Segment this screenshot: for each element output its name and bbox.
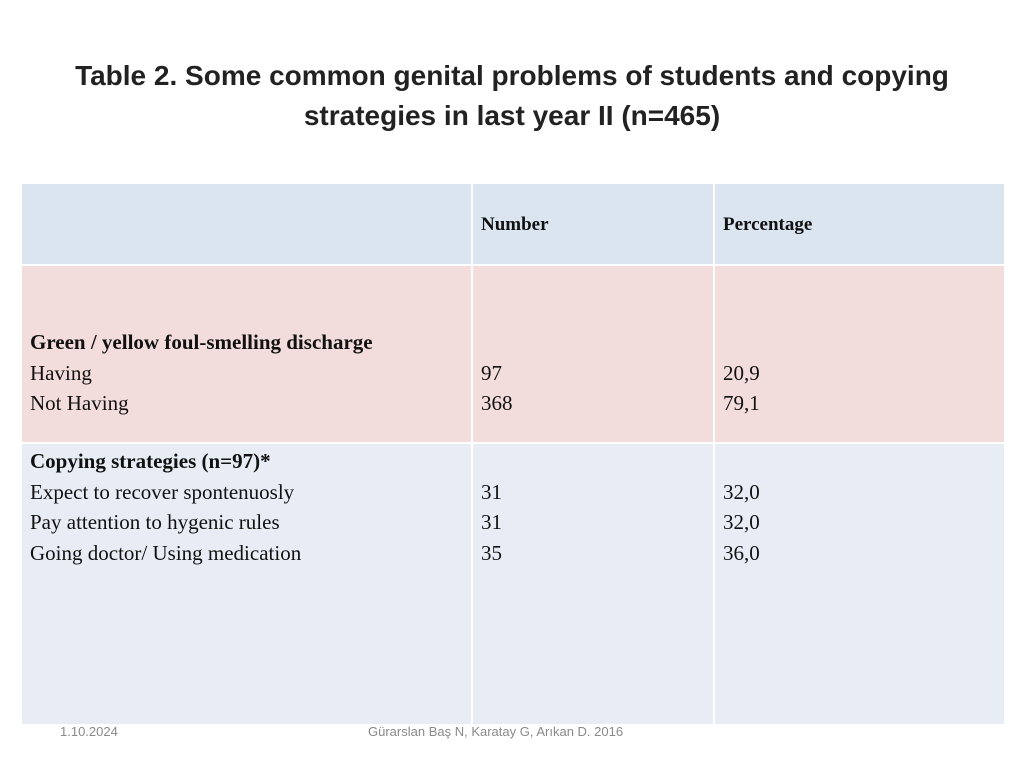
number-doctor: 35 [481,540,502,565]
results-table [20,182,1006,726]
table-header-row [21,183,1005,265]
table-row-coping [21,443,1005,725]
discharge-percentage-cell [714,265,1005,443]
number-not-having: 368 [481,391,513,415]
coping-label-cell [21,443,472,725]
row-label-having: Having [30,360,92,385]
footer-date: 1.10.2024 [60,724,118,739]
row-label-not-having: Not Having [30,391,129,415]
coping-percentage-cell [714,443,1005,725]
header-cell-number: Number [472,183,714,265]
section-heading-coping: Copying strategies (n=97)* [30,449,271,473]
row-label-hygenic: Pay attention to hygenic rules [30,510,280,534]
number-having: 97 [481,360,502,385]
number-recover: 31 [481,479,502,504]
slide-title [40,56,984,136]
footer-citation: Gürarslan Baş N, Karatay G, Arıkan D. 2016 [368,724,624,739]
percentage-hygenic: 32,0 [723,510,760,534]
header-cell-empty [21,183,472,265]
percentage-having: 20,9 [723,360,760,385]
number-hygenic: 31 [481,510,502,534]
percentage-doctor: 36,0 [723,540,760,565]
section-heading-discharge: Green / yellow foul-smelling discharge [30,330,373,354]
slide-title-line-1: Table 2. Some common genital problems of students and copying [75,60,949,91]
percentage-not-having: 79,1 [723,391,760,415]
coping-number-cell [472,443,714,725]
row-label-recover: Expect to recover spontenuosly [30,479,295,504]
table-row-discharge [21,265,1005,443]
row-label-doctor: Going doctor/ Using medication [30,540,302,565]
discharge-number-cell [472,265,714,443]
slide-title-line-2: strategies in last year II (n=465) [303,100,721,131]
header-cell-percentage: Percentage [714,183,1005,265]
discharge-label-cell [21,265,472,443]
percentage-recover: 32,0 [723,479,760,504]
